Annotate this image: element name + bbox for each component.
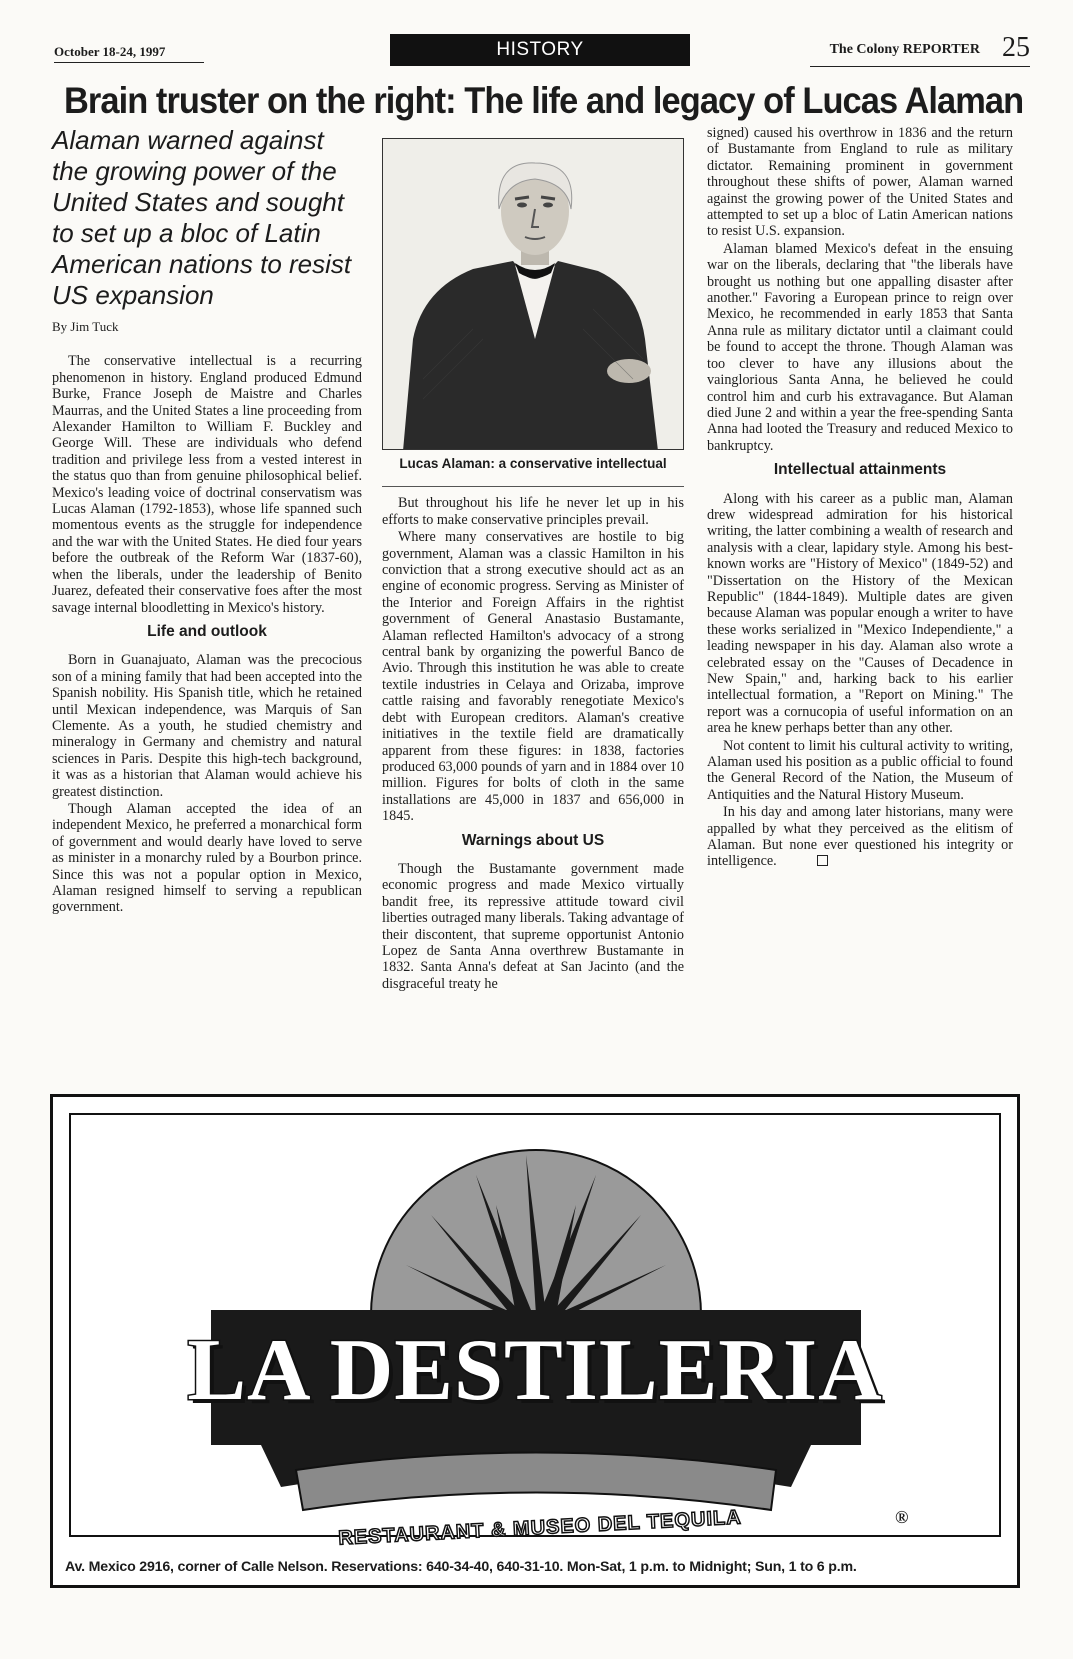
subhead-intellectual-attainments: Intellectual attainments — [773, 461, 947, 479]
paragraph: Along with his career as a public man, Alaman drew widespread admiration for his historical writing, the latter combining a wealth of research and analysis with a clear, lapidary style. Among his best-known works are "History of Mexico" (1849-52) and "Dissertation on the History of the Mexican Republic" (1844-1849). Multiple dates are given because Alaman was popular enough a writer to have these works serialized in "Mexico Independiente," a leading newspaper in his day. Alaman also wrote a celebrated essay on the "Causes of Decadence in New Spain," and, harking back to his earlier intellectual formation, a "Report on Mining." The report was a cornucopia of useful information on an area he knew perhaps better than any other. — [707, 490, 1013, 737]
paragraph-final — [707, 804, 1013, 870]
portrait-illustration — [383, 139, 684, 450]
subhead-life-and-outlook: Life and outlook — [147, 622, 267, 640]
page-number: 25 — [1002, 32, 1030, 63]
issue-date: October 18-24, 1997 — [54, 44, 166, 59]
article-column-3 — [707, 125, 1013, 871]
end-mark-icon — [817, 855, 828, 866]
divider — [54, 62, 204, 63]
paragraph: Though Alaman accepted the idea of an independent Mexico, he preferred a monarchical form of government and would dearly have loved to serve as minister in a monarchy ruled by a Bourbon prince. Since this was not a popular option in Mexico, Alaman resigned himself to serving a republican government. — [52, 800, 362, 916]
paragraph: Born in Guanajuato, Alaman was the precocious son of a mining family that had been accepted into the Spanish nobility. His Spanish title, which he retained until Mexican independence, was Marquis of San Clemente. As a youth, he studied chemistry and mineralogy in Germany and chemistry and natural sciences in Paris. Despite this high-tech background, it was as a historian that Alaman would achieve his greatest distinction. — [52, 652, 362, 800]
section-label: HISTORY — [390, 34, 690, 66]
masthead — [50, 34, 1030, 74]
ad-frame — [69, 1113, 1001, 1550]
paragraph: Alaman blamed Mexico's defeat in the ensuing war on the liberals, declaring that "the liberals have brought us nothing but one appalling disaster after another." Favoring a European prince to reign over Mexico, he recommended in early 1853 that Santa Anna rule as military dictator until a claimant could be found to accept the throne. Though Alaman was too clever to have any illusions about the vainglorious Santa Anna, he believed he could control him and curb his extravagance. But Alaman died June 2 and within a year the free-spending Santa Anna had looted the Treasury and reduced Mexico to bankruptcy. — [707, 240, 1013, 454]
byline: By Jim Tuck — [52, 319, 119, 334]
article-deck: Alaman warned against the growing power of the United States and sought to set up a bloc of Latin American nations to resist US expansion — [52, 125, 352, 310]
ad-footer-address: Av. Mexico 2916, corner of Calle Nelson. Reservations: 640-34-40, 640-31-10. Mon-Sat, 1 p.m. to Midnight; Sun, 1 to 6 p.m. — [65, 1559, 857, 1575]
article-headline: Brain truster on the right: The life and legacy of Lucas Alaman — [64, 80, 1024, 121]
paragraph: But throughout his life he never let up in his efforts to make conservative principles prevail. — [382, 495, 684, 528]
registered-mark: ® — [895, 1507, 909, 1527]
ad-brand-name: LA DESTILERIA — [187, 1322, 883, 1419]
ad-tagline: RESTAURANT & MUSEO DEL TEQUILA — [337, 1506, 743, 1550]
paragraph: Where many conservatives are hostile to big government, Alaman was a classic Hamilton in his conviction that a strong executive should act as an engine of economic progress. Serving as Minister of the Interior and Foreign Affairs in the rightist government of General Anastasio Bustamante, Alaman reflected Hamilton's advocacy of a strong central bank by organizing the powerful Banco de Avio. Through this institution he was able to create textile industries in Celaya and Orizaba, improve cattle raising and favorably renegotiate Mexico's debt with European creditors. Alaman's creative initiatives in the textile field are dramatically apparent from these figures: in 1838, factories produced 63,000 pounds of yarn and in 1884 over 10 million. Figures for bolts of cloth in the same installations are 45,000 in 1837 and 656,000 in 1845. — [382, 529, 684, 825]
portrait-photo — [382, 138, 684, 450]
article-column-2 — [382, 138, 684, 993]
article-column-1 — [52, 125, 362, 917]
paragraph: Though the Bustamante government made economic progress and made Mexico virtually bandit free, its repressive attitude toward civil liberties outraged many liberals. Taking advantage of their discontent, that supreme opportunist Antonio Lopez de Santa Anna overthrew Bustamante in 1832. Santa Anna's defeat at San Jacinto (and the disgraceful treaty he — [382, 860, 684, 992]
subhead-warnings-about-us: Warnings about US — [461, 831, 605, 849]
paragraph: The conservative intellectual is a recurring phenomenon in history. England produced Edmund Burke, France Joseph de Maistre and Charles Maurras, and the United States a line proceeding from Alexander Hamilton to William F. Buckley and George Will. These are individuals who defend tradition and privilege less from a vested interest in the status quo than from genuine philosophical belief. Mexico's leading voice of doctrinal conservatism was Lucas Alaman (1792-1853), whose life spanned such momentous events as the struggle for independence and the war with the United States. He died four years before the outbreak of the Reform War (1837-60), when the liberals, under the leadership of Benito Juarez, defeated their conservative foes after the most savage internal bloodletting in Mexico's history. — [52, 353, 362, 616]
divider — [810, 66, 1030, 67]
photo-caption: Lucas Alaman: a conservative intellectual — [382, 450, 684, 487]
advertisement — [50, 1094, 1020, 1588]
paragraph: signed) caused his overthrow in 1836 and the return of Bustamante from England to rule as military dictator. Remaining prominent in government throughout these shifts of power, Alaman warned against the growing power of the United States and attempted to set up a bloc of Latin American nations to resist U.S. expansion. — [707, 125, 1013, 240]
paragraph-text: In his day and among later historians, many were appalled by what they perceived as the elitism of Alaman. But none ever questioned his integrity or intelligence. — [707, 804, 1013, 870]
paper-name: The Colony REPORTER — [829, 42, 980, 57]
paragraph: Not content to limit his cultural activity to writing, Alaman used his position as a public official to found the General Record of the Nation, the Museum of Antiquities and the Natural History Museum. — [707, 737, 1013, 803]
